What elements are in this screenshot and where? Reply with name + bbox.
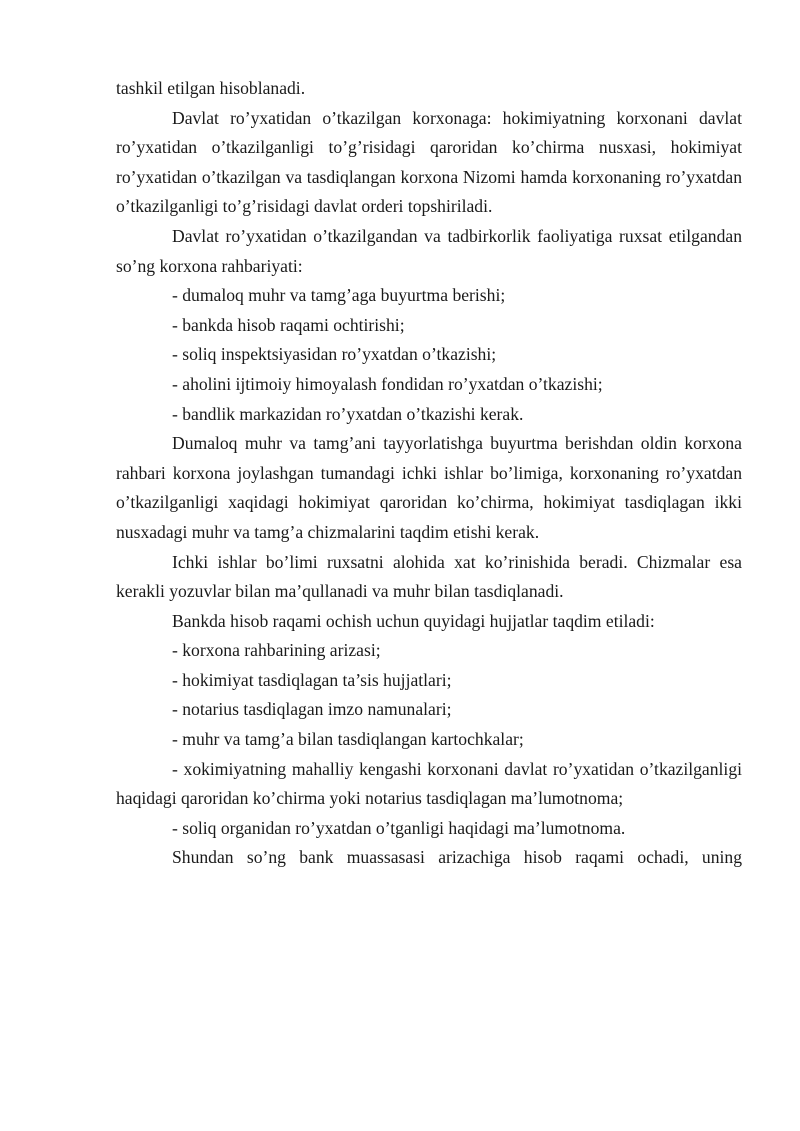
paragraph-bank-opens-account: Shundan so’ng bank muassasasi arizachiga hisob raqami ochadi, uning [172,847,742,868]
list-item: - korxona rahbarining arizasi; [172,640,381,661]
list-item: - muhr va tamg’a bilan tasdiqlangan kartochkalar; [172,729,524,750]
list-item: - bankda hisob raqami ochtirishi; [172,314,405,335]
list-item: - soliq inspektsiyasidan ro’yxatdan o’tkazishi; [172,344,497,365]
paragraph-internal-affairs-permit: Ichki ishlar bo’limi ruxsatni alohida xat ko’rinishida beradi. Chizmalar esa kerakli yozuvlar bilan ma’qullanadi va muhr bilan tasdiqlanadi. [116,551,742,602]
list-item: - dumaloq muhr va tamg’aga buyurtma berishi; [172,285,506,306]
list-item: - bandlik markazidan ro’yxatdan o’tkazishi kerak. [172,403,524,424]
paragraph-management-duties-intro: Davlat ro’yxatidan o’tkazilgandan va tadbirkorlik faoliyatiga ruxsat etilgandan so’ng korxona rahbariyati: [116,225,742,276]
list-item: - aholini ijtimoiy himoyalash fondidan ro’yxatdan o’tkazishi; [172,373,603,394]
paragraph-continuation: tashkil etilgan hisoblanadi. [116,78,306,98]
list-item: - notarius tasdiqlagan imzo namunalari; [172,699,452,720]
list-item: - soliq organidan ro’yxatdan o’tganligi haqidagi ma’lumotnoma. [172,817,626,838]
list-item: - xokimiyatning mahalliy kengashi korxonani davlat ro’yxatidan o’tkazilganligi haqidagi qaroridan ko’chirma yoki notarius tasdiqlagan ma’lumotnoma; [116,758,742,809]
document-page [116,74,742,873]
paragraph-bank-account-intro: Bankda hisob raqami ochish uchun quyidagi hujjatlar taqdim etiladi: [172,610,655,631]
list-item: - hokimiyat tasdiqlagan ta’sis hujjatlari; [172,669,452,690]
paragraph-state-registration-documents: Davlat ro’yxatidan o’tkazilgan korxonaga: hokimiyatning korxonani davlat ro’yxatidan o’tkazilganligi to’g’risidagi qaroridan ko’chirma nusxasi, hokimiyat ro’yxatidan o’tkazilgan va tasdiqlangan korxona Nizomi hamda korxonaning ro’yxatdan o’tkazilganligi to’g’risidagi davlat orderi topshiriladi. [116,107,742,217]
paragraph-seal-order: Dumaloq muhr va tamg’ani tayyorlatishga buyurtma berishdan oldin korxona rahbari korxona joylashgan tumandagi ichki ishlar bo’limiga, korxonaning ro’yxatdan o’tkazilganligi xaqidagi hokimiyat qaroridan ko’chirma, hokimiyat tasdiqlagan ikki nusxadagi muhr va tamg’a chizmalarini taqdim etishi kerak. [116,433,742,542]
